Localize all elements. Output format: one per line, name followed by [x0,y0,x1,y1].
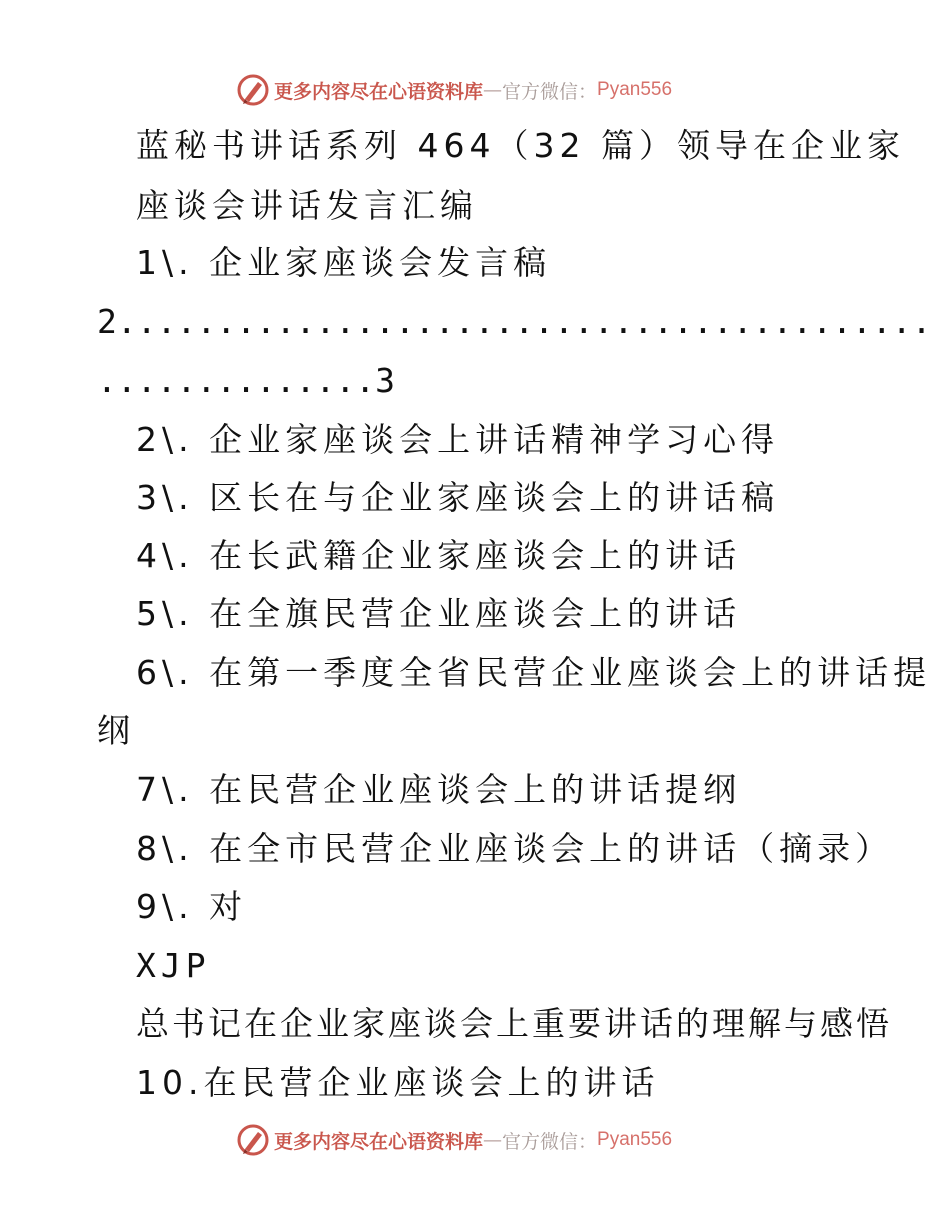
watermark-brand: 更多内容尽在心语资料库 [274,80,484,103]
watermark-wechat-label: 官方微信： [502,80,598,103]
header-watermark [236,72,672,108]
toc-dot-leader-2: ..............3 [97,361,396,400]
pen-logo-icon [236,1123,270,1157]
watermark-wechat-id: Pyan556 [597,79,673,100]
watermark-separator: — [483,1129,503,1151]
watermark-wechat-label: 官方微信： [502,1130,598,1153]
watermark-wechat-id: Pyan556 [597,1129,673,1150]
toc-item-10: 10.在民营企业座谈会上的讲话 [136,1063,660,1102]
toc-item-8: 8\. 在全市民营企业座谈会上的讲话（摘录） [136,829,894,868]
toc-item-7: 7\. 在民营企业座谈会上的讲话提纲 [136,770,742,809]
watermark-separator: — [483,79,503,101]
toc-item-9: 9\. 对 [136,887,248,926]
toc-item-1: 1\. 企业家座谈会发言稿 [136,243,552,282]
toc-item-6: 6\. 在第一季度全省民营企业座谈会上的讲话提 [136,653,932,692]
toc-item-2: 2\. 企业家座谈会上讲话精神学习心得 [136,420,780,459]
toc-item-9-name: XJP [136,946,211,985]
watermark-brand: 更多内容尽在心语资料库 [274,1130,484,1153]
document-title-line2: 座谈会讲话发言汇编 [136,186,478,225]
pen-logo-icon [236,73,270,107]
toc-item-9-title: 总书记在企业家座谈会上重要讲话的理解与感悟 [136,1004,892,1043]
footer-watermark [236,1122,672,1158]
toc-dot-leader-1: 2......................................... [97,302,932,341]
document-title-line1: 蓝秘书讲话系列 464（32 篇）领导在企业家 [136,126,905,165]
toc-item-6-continued: 纲 [97,711,135,750]
toc-item-4: 4\. 在长武籍企业家座谈会上的讲话 [136,536,742,575]
toc-item-3: 3\. 区长在与企业家座谈会上的讲话稿 [136,478,780,517]
toc-item-5: 5\. 在全旗民营企业座谈会上的讲话 [136,594,742,633]
